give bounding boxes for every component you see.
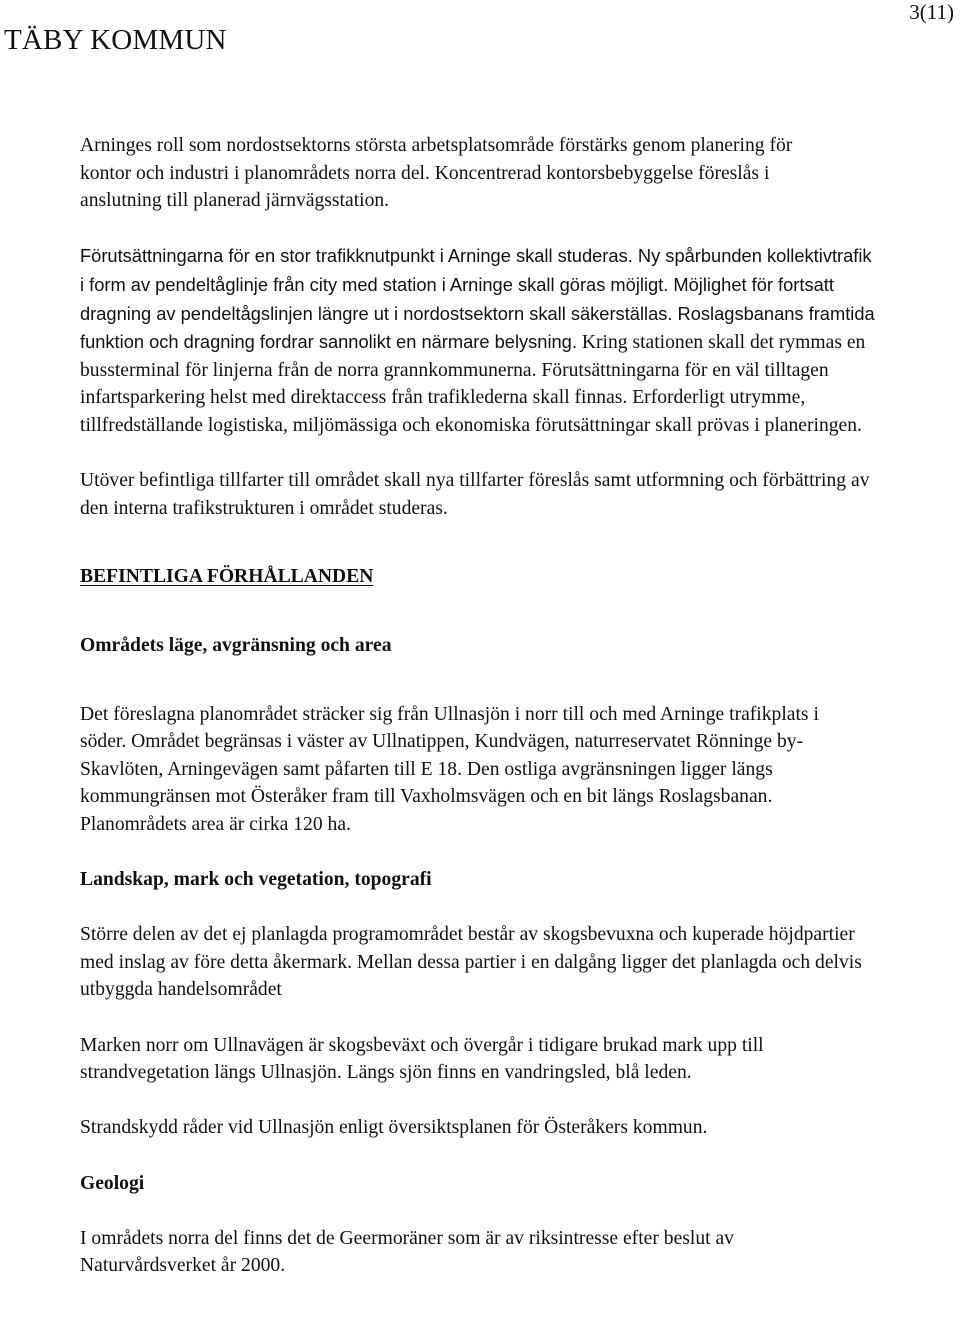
- subsection-heading: Områdets läge, avgränsning och area: [80, 634, 392, 656]
- paragraph: I områdets norra del finns det de Geermoräner som är av riksintresse efter beslut av Naturvårdsverket år 2000.: [80, 1227, 734, 1277]
- subsection-heading: Geologi: [80, 1172, 145, 1194]
- paragraph: Marken norr om Ullnavägen är skogsbeväxt och övergår i tidigare brukad mark upp till strandvegetation längs Ullnasjön. Längs sjön finns en vandringsled, blå leden.: [80, 1034, 764, 1084]
- paragraph-sans-text: Förutsättningarna för en stor trafikknutpunkt i Arninge skall studeras.: [80, 245, 633, 267]
- paragraph-sans-text: Ny spårbunden kollektivtrafik i form av pendeltåglinje från city med station i Arninge skall göras möjligt. Möjlighet för fortsatt dragning av pendeltågslinjen längre ut i nordostsektorn skall säkerställas. Roslagsbanans framtida funktion och dragning fordrar sannolikt en närmare belysning.: [80, 245, 875, 353]
- paragraph: [80, 242, 880, 439]
- section-heading: BEFINTLIGA FÖRHÅLLANDEN: [80, 566, 374, 588]
- paragraph: Det föreslagna planområdet sträcker sig från Ullnasjön i norr till och med Arninge trafikplats i söder. Området begränsas i väster av Ullnatippen, Kundvägen, naturreservatet Rönninge by- Skavlöten, Arningevägen samt påfarten till E 18. Den ostliga avgränsningen ligger längs kommungränsen mot Österåker fram till Vaxholmsvägen och en bit längs Roslagsbanan. Planområdets area är cirka 120 ha.: [80, 703, 819, 835]
- page-number: 3(11): [909, 0, 954, 24]
- paragraph: Utöver befintliga tillfarter till området skall nya tillfarter föreslås samt utformning och förbättring av den interna trafikstrukturen i området studeras.: [80, 470, 870, 519]
- paragraph: Arninges roll som nordostsektorns största arbetsplatsområde förstärks genom planering för kontor och industri i planområdets norra del. Koncentrerad kontorsbebyggelse föreslås i anslutning till planerad järnvägsstation.: [80, 135, 793, 212]
- subsection-heading: Landskap, mark och vegetation, topografi: [80, 869, 432, 891]
- paragraph-serif-text: Kring stationen skall det rymmas en bussterminal för linjerna från de norra grannkommunerna. Förutsättningarna för en väl tilltagen infartsparkering helst med direktaccess från trafiklederna skall finnas. Erforderligt utrymme, tillfredställande logistiska, miljömässiga och ekonomiska förutsättningar skall prövas i planeringen.: [80, 332, 866, 436]
- document-title: TÄBY KOMMUN: [4, 24, 227, 56]
- paragraph: Större delen av det ej planlagda programområdet består av skogsbevuxna och kuperade höjdpartier med inslag av före detta åkermark. Mellan dessa partier i en dalgång ligger det planlagda och delvis utbyggda handelsområdet: [80, 924, 862, 1001]
- paragraph: Strandskydd råder vid Ullnasjön enligt översiktsplanen för Österåkers kommun.: [80, 1117, 708, 1139]
- document-body: [80, 132, 940, 1280]
